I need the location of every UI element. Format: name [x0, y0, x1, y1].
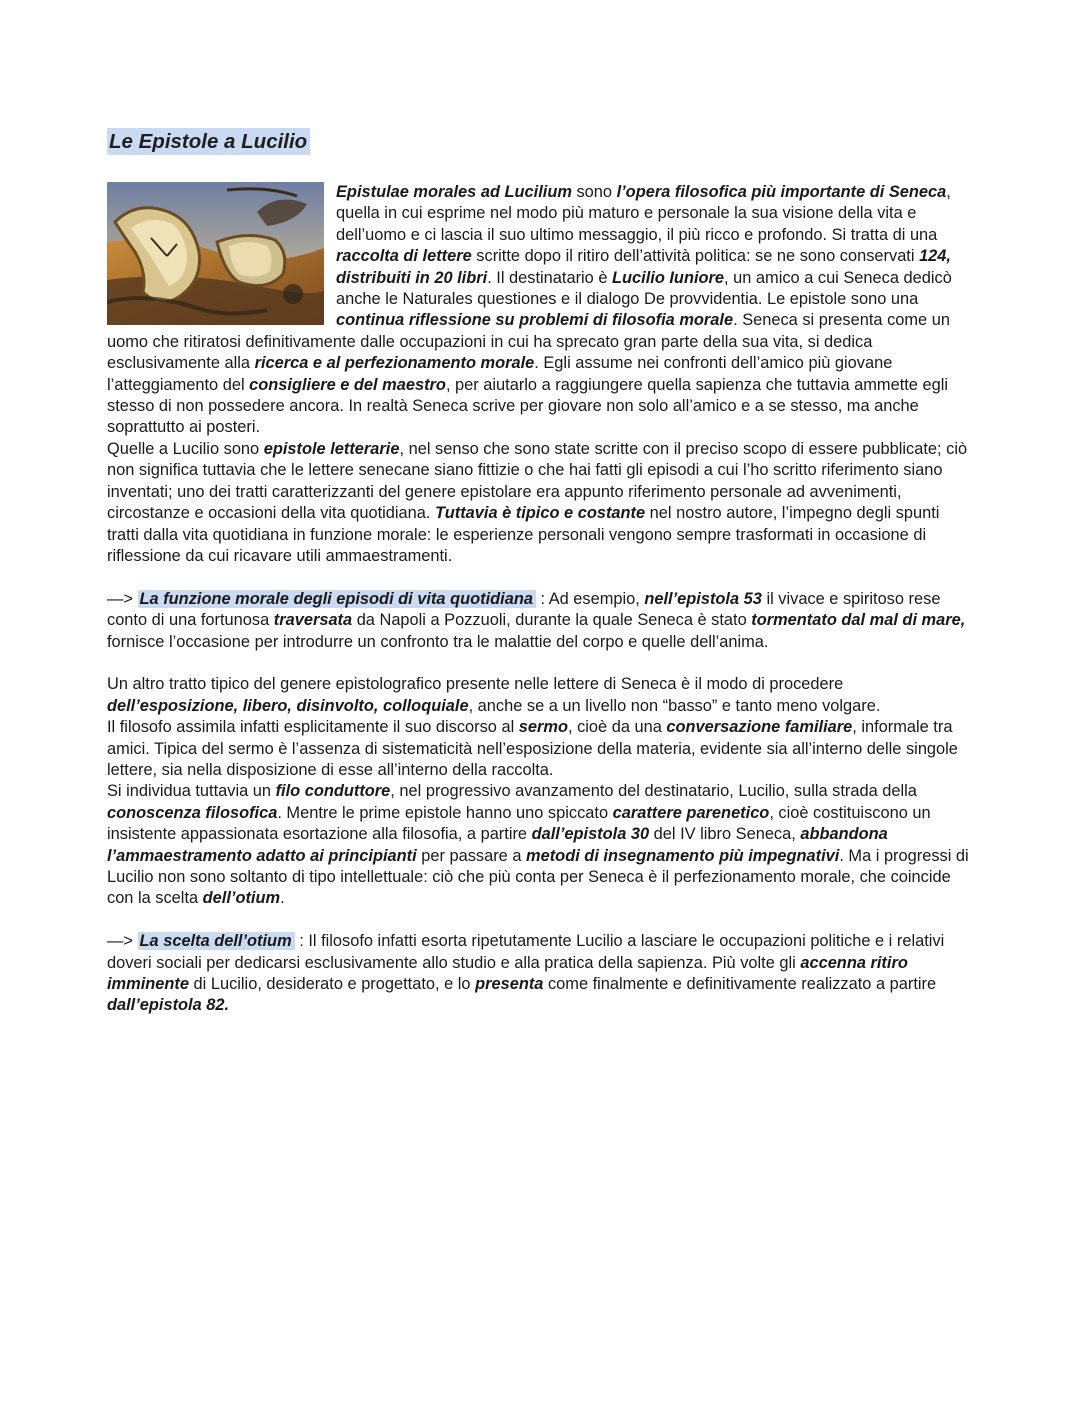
body-text: Si individua tuttavia un — [107, 782, 276, 801]
highlighted-heading: La funzione morale degli episodi di vita quotidiana — [138, 590, 536, 608]
body-text: per passare a — [416, 846, 527, 865]
body-text: . Egli assume nei confronti dell’amico più giovane l’atteggiamento del — [107, 354, 893, 394]
emphasis-text: dell’esposizione, libero, disinvolto, colloquiale — [107, 696, 469, 715]
emphasis-text: conversazione familiare — [666, 718, 853, 737]
body-text: . Mentre le prime epistole hanno uno spiccato — [277, 803, 613, 822]
page-title: Le Epistole a Lucilio — [107, 128, 310, 155]
emphasis-text: filo conduttore — [275, 782, 391, 801]
paragraph — [107, 674, 975, 717]
body-text: sono — [571, 183, 617, 201]
emphasis-text: dall’epistola 82. — [107, 996, 230, 1015]
emphasis-text: accenna ritiro imminente — [107, 953, 908, 993]
body-text: il vivace e spiritoso rese conto di una fortunosa — [107, 589, 941, 630]
emphasis-text: consigliere e del maestro — [249, 375, 446, 394]
body-text: scritte dopo il ritiro dell’attività politica: se ne sono conservati — [471, 247, 920, 266]
body-text: Un altro tratto tipico del genere epistolografico presente nelle lettere di Seneca è il modo di procedere — [107, 675, 844, 694]
body-text: : Il filosofo infatti esorta ripetutamente Lucilio a lasciare le occupazioni politiche e i relativi doveri sociali per dedicarsi esclusivamente allo studio e alla pratica della sapienza. Più volte gli — [107, 932, 945, 972]
paragraph — [107, 589, 975, 653]
emphasis-text: dell’otium — [202, 889, 281, 908]
emphasis-text: ricerca e al perfezionamento morale — [254, 354, 535, 373]
paragraph-gap — [107, 653, 975, 674]
body-text: . — [280, 889, 285, 908]
emphasis-text: Epistulae morales ad Lucilium — [336, 183, 572, 201]
emphasis-text: traversata — [273, 611, 353, 630]
emphasis-text: tormentato dal mal di mare, — [751, 611, 966, 630]
body-text: . Seneca si presenta come un uomo che ritiratosi definitivamente dalle occupazioni in cui ha sprecato gran parte della sua vita, si dedica esclusivamente alla — [107, 311, 950, 373]
emphasis-text: presenta — [475, 974, 544, 993]
highlighted-heading: La scelta dell’otium — [138, 932, 295, 950]
body-text: —> — [107, 932, 138, 951]
emphasis-text: Lucilio Iuniore — [612, 268, 725, 287]
emphasis-text: abbandona l’ammaestramento adatto ai principianti — [107, 825, 888, 865]
body-text: nel nostro autore, l’impegno degli spunti tratti dalla vita quotidiana in funzione morale: le esperienze personali vengono sempre trasformati in occasione di riflessione da cui ricavare utili ammaestramenti. — [107, 504, 940, 565]
emphasis-text: continua riflessione su problemi di filosofia morale — [336, 311, 734, 330]
body-text: Quelle a Lucilio sono — [107, 439, 264, 458]
paragraph — [107, 781, 975, 909]
body-text: , nel progressivo avanzamento del destinatario, Lucilio, sulla strada della — [390, 782, 917, 801]
painting-image — [107, 182, 324, 325]
body-text: , nel senso che sono state scritte con il preciso scopo di essere pubblicate; ciò non significa tuttavia che le lettere senecane siano fittizie o che hai fatti gli episodi a cui l’ho scritto riferimento siano inventati; uno dei tratti caratterizzanti del genere epistolare era appunto riferimento personale ad avvenimenti, circostanze e occasioni della vita quotidiana. — [107, 439, 968, 523]
body-text: , per aiutarlo a raggiungere quella sapienza che tuttavia ammette egli stesso di non possedere ancora. In realtà Seneca scrive per giovare non solo all’amico e a se stesso, ma anche soprattutto ai posteri. — [107, 375, 948, 437]
emphasis-text: conoscenza filosofica — [107, 803, 278, 822]
body-text: da Napoli a Pozzuoli, durante la quale Seneca è stato — [352, 611, 752, 630]
paragraph-gap — [107, 567, 975, 588]
emphasis-text: raccolta di lettere — [336, 247, 472, 266]
document-body — [107, 182, 975, 1017]
emphasis-text: sermo — [518, 718, 568, 737]
body-text: , cioè costituiscono un insistente appassionata esortazione alla filosofia, a partire — [107, 803, 931, 844]
paragraph — [107, 439, 975, 567]
emphasis-text: l’opera filosofica più importante di Seneca — [616, 183, 947, 201]
body-text: di Lucilio, desiderato e progettato, e lo — [188, 974, 476, 993]
emphasis-text: Tuttavia è tipico e costante — [435, 504, 646, 523]
body-text: del IV libro Seneca, — [649, 825, 801, 844]
body-text: , informale tra amici. Tipica del sermo è l’assenza di sistematicità nell’esposizione della materia, evidente sia all’interno delle singole lettere, sia nella disposizione di esse all’interno della raccolta. — [107, 718, 958, 779]
body-text: , cioè da una — [567, 718, 667, 737]
emphasis-text: 124, distribuiti in 20 libri — [336, 247, 951, 287]
paragraph — [107, 931, 975, 1017]
body-text: , quella in cui esprime nel modo più maturo e personale la sua visione della vita e dell’uomo e ci lascia il suo ultimo messaggio, il più ricco e profondo. Si tratta di una — [336, 183, 951, 244]
emphasis-text: epistole letterarie — [263, 439, 400, 458]
body-text: , anche se a un livello non “basso” e tanto meno volgare. — [468, 696, 881, 715]
melting-clock-painting — [107, 182, 324, 325]
body-text: Il filosofo assimila infatti esplicitamente il suo discorso al — [107, 718, 519, 737]
body-text: : Ad esempio, — [535, 589, 645, 608]
body-text: . Ma i progressi di Lucilio non sono soltanto di tipo intellettuale: ciò che più conta per Seneca è il perfezionamento morale, che coincide con la scelta — [107, 846, 969, 908]
body-text: fornisce l’occasione per introdurre un confronto tra le malattie del corpo e quelle dell’anima. — [107, 632, 769, 651]
emphasis-text: carattere parenetico — [612, 803, 770, 822]
paragraph-gap — [107, 910, 975, 931]
body-text: —> — [107, 589, 138, 608]
emphasis-text: nell’epistola 53 — [644, 589, 762, 608]
emphasis-text: metodi di insegnamento più impegnativi — [526, 846, 840, 865]
paragraph — [107, 717, 975, 781]
body-text: come finalmente e definitivamente realizzato a partire — [543, 974, 937, 993]
document-page — [107, 128, 975, 1017]
emphasis-text: dall’epistola 30 — [531, 825, 650, 844]
body-text: . Il destinatario è — [487, 268, 613, 287]
body-text: , un amico a cui Seneca dedicò anche le Naturales questiones e il dialogo De provvidentia. Le epistole sono una — [336, 268, 952, 309]
